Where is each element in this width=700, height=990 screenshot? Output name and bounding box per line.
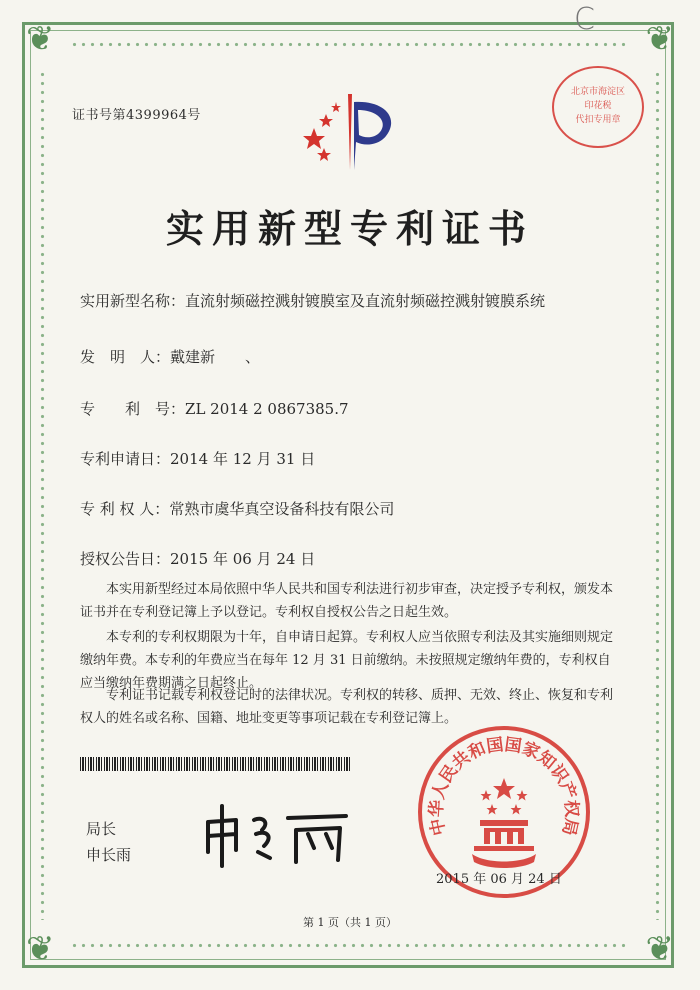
issue-date: 2015 年 06 月 24 日	[436, 872, 562, 887]
barcode	[80, 757, 350, 771]
field-utility-model-name: 实用新型名称：直流射频磁控溅射镀膜室及直流射频磁控溅射镀膜系统	[80, 292, 546, 310]
patent-office-emblem-icon	[296, 88, 406, 178]
stamp-duty-seal: 北京市海淀区 印花税 代扣专用章	[552, 66, 644, 148]
officer-title: 局长	[86, 820, 117, 838]
handwritten-mark: C	[574, 2, 595, 37]
corner-ornament-icon: ❦	[26, 929, 55, 969]
decorative-vine-top	[70, 40, 630, 49]
field-inventor: 发 明 人：戴建新 、	[80, 348, 261, 366]
body-paragraph: 本专利的专利权期限为十年，自申请日起算。专利权人应当依照专利法及其实施细则规定缴纳年费。本专利的年费应当在每年 12 月 31 日前缴纳。未按照规定缴纳年费的，专利权自应当缴纳年费期满之日起终止。	[80, 630, 614, 691]
field-application-date: 专利申请日：2014 年 12 月 31 日	[80, 450, 316, 468]
certificate-title: 实用新型专利证书	[165, 206, 534, 251]
officer-name: 申长雨	[86, 846, 132, 864]
field-grant-announcement-date: 授权公告日：2015 年 06 月 24 日	[80, 550, 316, 568]
field-patentee: 专 利 权 人：常熟市虞华真空设备科技有限公司	[80, 500, 395, 518]
decorative-vine-bottom	[70, 941, 630, 950]
certificate-number: 证书号第4399964号	[72, 108, 201, 123]
corner-ornament-icon: ❦	[26, 19, 55, 59]
page-number: 第 1 页（共 1 页）	[303, 916, 397, 929]
body-paragraph: 本实用新型经过本局依照中华人民共和国专利法进行初步审查，决定授予专利权，颁发本证书并在专利登记簿上予以登记。专利权自授权公告之日起生效。	[80, 582, 614, 620]
corner-ornament-icon: ❦	[645, 19, 674, 59]
seal-text: 中华人民共和国国家知识产权局	[426, 734, 582, 838]
body-paragraph: 专利证书记载专利权登记时的法律状况。专利权的转移、质押、无效、终止、恢复和专利权人的姓名或名称、国籍、地址变更等事项记载在专利登记簿上。	[80, 688, 614, 726]
field-patent-number: 专 利 号：ZL 2014 2 0867385.7	[80, 400, 349, 418]
corner-ornament-icon: ❦	[645, 929, 674, 969]
handwritten-signature	[196, 800, 356, 870]
